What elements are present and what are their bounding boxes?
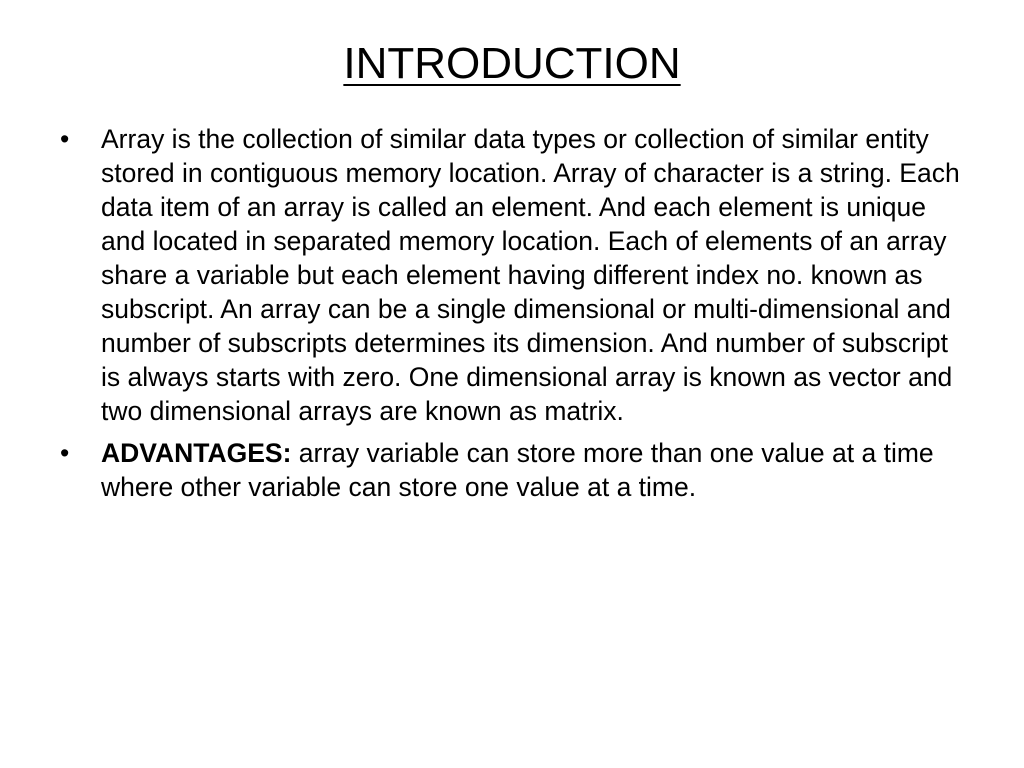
bullet-marker: • — [60, 124, 70, 154]
slide-title — [0, 34, 1024, 94]
advantages-label: ADVANTAGES: — [101, 438, 292, 468]
bullet-marker: • — [60, 438, 70, 468]
bullet-text-advantages: array variable can store more than one value at a time where other variable can store one value at a time. — [101, 438, 934, 502]
bullet-item-advantages — [56, 436, 971, 504]
bullet-text-definition: Array is the collection of similar data types or collection of similar entity stored in contiguous memory location. Array of character is a string. Each data item of an array is called an element. And each element is unique and located in separated memory location. Each of elements of an array share a variable but each element having different index no. known as subscript. An array can be a single dimensional or multi-dimensional and number of subscripts determines its dimension. And number of subscript is always starts with zero. One dimensional array is known as vector and two dimensional arrays are known as matrix. — [101, 124, 960, 426]
slide-title-text: INTRODUCTION — [343, 39, 681, 88]
bullet-list — [56, 122, 971, 512]
bullet-item-definition — [56, 122, 971, 428]
